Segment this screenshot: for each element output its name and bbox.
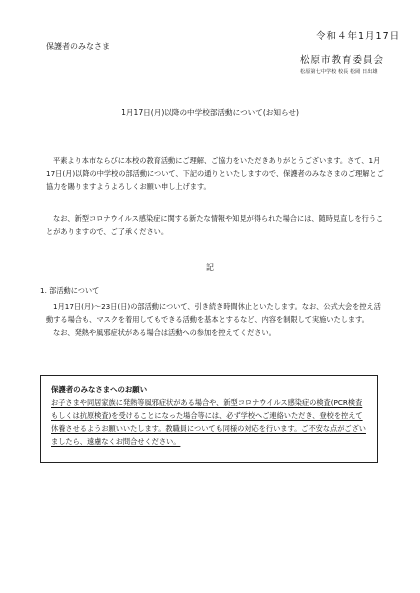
item-body bbox=[46, 300, 386, 339]
issuer-signature: 松原第七中学校 校長 松岡 日出雄 bbox=[300, 69, 378, 75]
item-body-line: 1月17日(月)～23日(日)の部活動について、引き続き時間休止といたします。なお、公式大会を控え活動する場合も、マスクを着用してもできる活動を基本とするなど、内容を制限して実施いたします。 bbox=[46, 302, 381, 324]
notice-box bbox=[40, 375, 378, 463]
issuer: 松原市教育委員会 bbox=[300, 55, 385, 66]
notice-text: お子さまや同居家族に発熱等風邪症状がある場合や、新型コロナウイルス感染症の検査(PCR検査もしくは抗原検査)を受けることになった場合等には、必ず学校へご連絡いただき、登校を控えて休養させるようお願いいたします。教職員についても同様の対応を行います。ご不安な点がございましたら、遠慮なくお問合せください。 bbox=[51, 398, 366, 446]
document-title: 1月17日(月)以降の中学校部活動について(お知らせ) bbox=[121, 108, 299, 117]
recipient: 保護者のみなさま bbox=[46, 42, 110, 51]
document-date: 令和４年1月17日 bbox=[316, 31, 401, 42]
notice-title: 保護者のみなさまへのお願い bbox=[51, 385, 148, 394]
item-heading: 1. 部活動について bbox=[40, 286, 100, 295]
note-paragraph: なお、新型コロナウイルス感染症に関する新たな情報や知見が得られた場合には、随時見直しを行うことがありますので、ご了承ください。 bbox=[46, 214, 384, 236]
item-body-line: なお、発熱や風邪症状がある場合は活動への参加を控えてください。 bbox=[53, 328, 276, 337]
ki-heading: 記 bbox=[206, 263, 214, 272]
intro-paragraph: 平素より本市ならびに本校の教育活動にご理解、ご協力をいただきありがとうございます。さて、1月17日(月)以降の中学校の部活動について、下記の通りといたしますので、保護者のみなさまのご理解とご協力を賜りますようよろしくお願い申し上げます。 bbox=[46, 156, 384, 191]
